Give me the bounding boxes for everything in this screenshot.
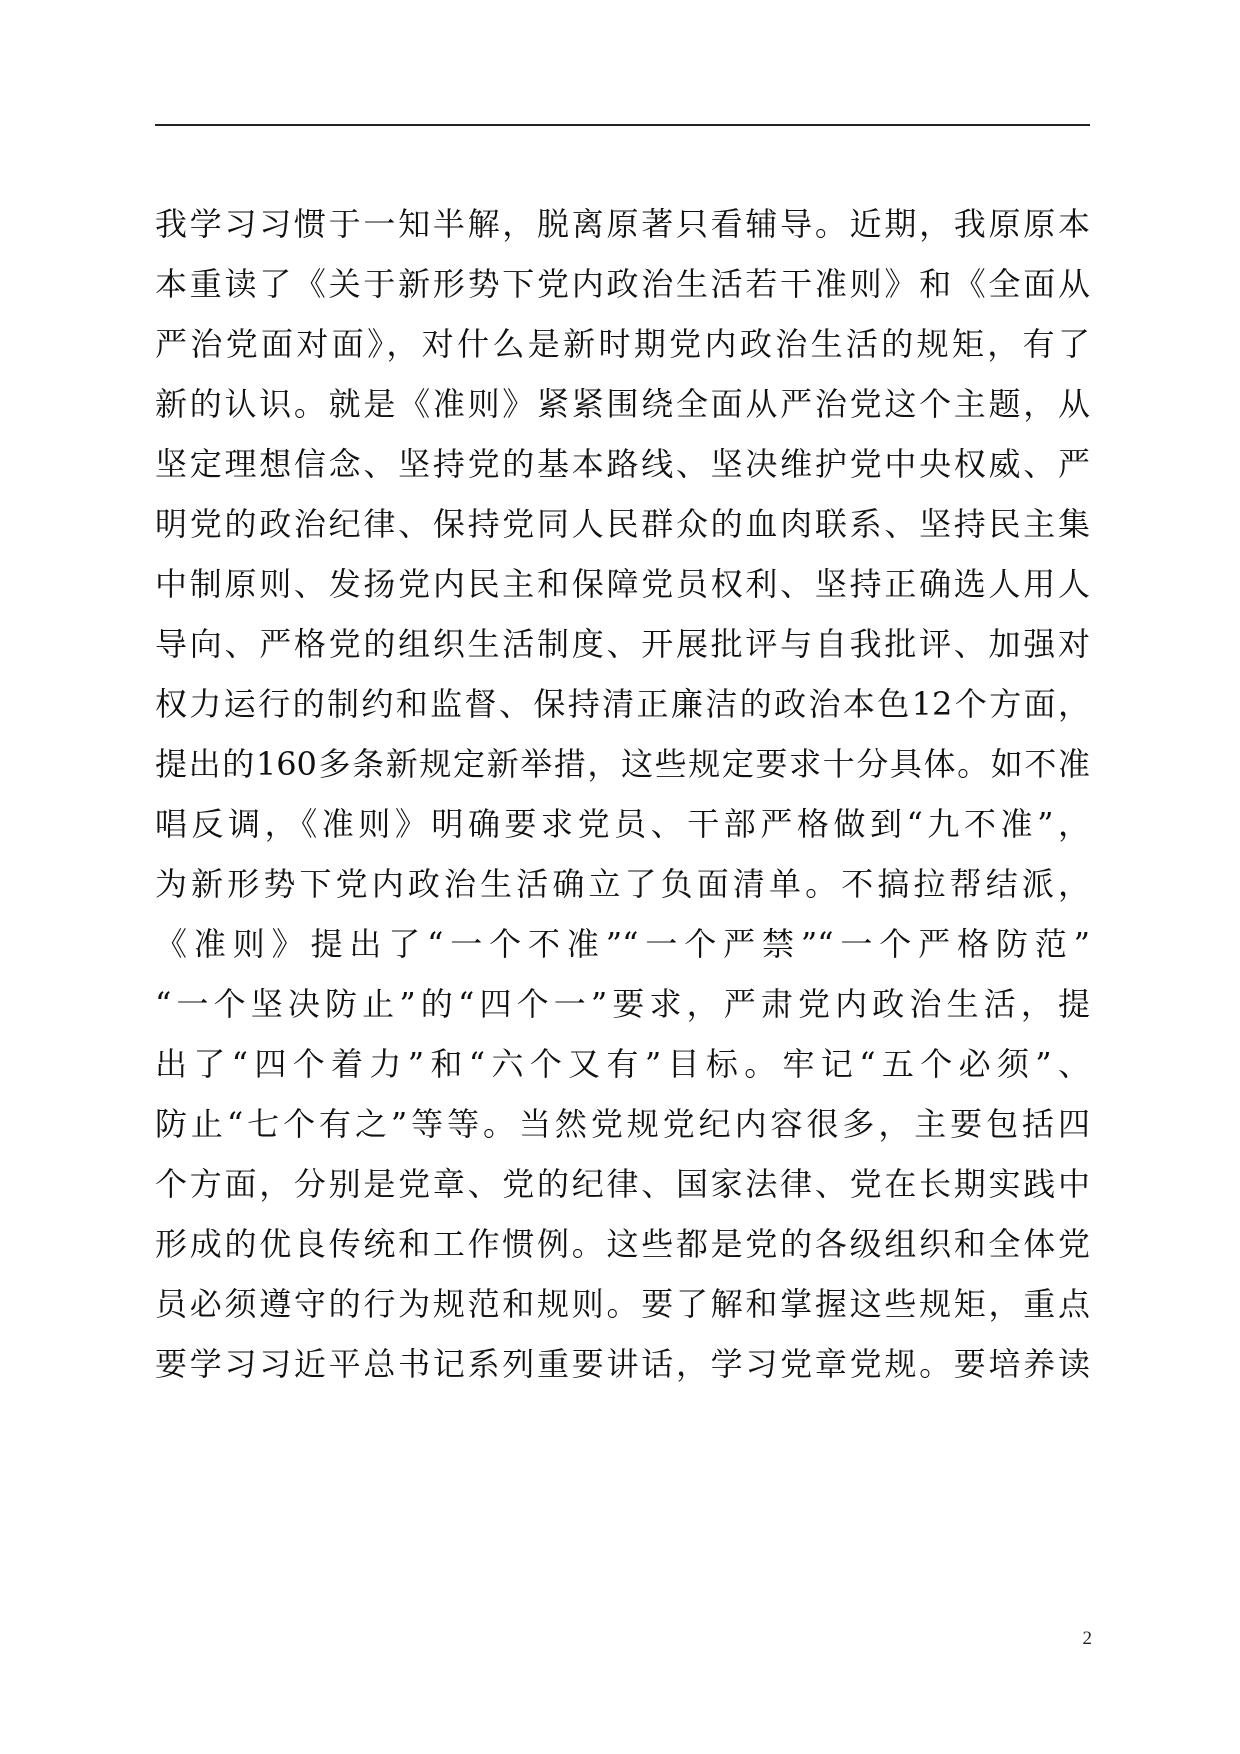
- text-line: 严治党面对面》，对什么是新时期党内政治生活的规矩，有了: [155, 325, 1090, 363]
- text-line: 要学习习近平总书记系列重要讲话，学习党章党规。要培养读: [155, 1345, 1090, 1383]
- header-rule: [155, 124, 1090, 126]
- text-line: 防止“七个有之”等等。当然党规党纪内容很多，主要包括四: [155, 1105, 1090, 1143]
- text-line: 权力运行的制约和监督、保持清正廉洁的政治本色12个方面，: [155, 685, 1090, 723]
- text-line: 个方面，分别是党章、党的纪律、国家法律、党在长期实践中: [155, 1165, 1090, 1203]
- text-line: 形成的优良传统和工作惯例。这些都是党的各级组织和全体党: [155, 1225, 1090, 1263]
- text-line: 导向、严格党的组织生活制度、开展批评与自我批评、加强对: [155, 625, 1090, 663]
- text-line: 为新形势下党内政治生活确立了负面清单。不搞拉帮结派，: [155, 865, 1090, 903]
- text-line: 《准则》提出了“一个不准”“一个严禁”“一个严格防范”: [155, 925, 1090, 963]
- text-line: 员必须遵守的行为规范和规则。要了解和掌握这些规矩，重点: [155, 1285, 1090, 1323]
- text-line: 唱反调，《准则》明确要求党员、干部严格做到“九不准”，: [155, 805, 1090, 843]
- text-line: 我学习习惯于一知半解，脱离原著只看辅导。近期，我原原本: [155, 205, 1090, 243]
- text-line: 本重读了《关于新形势下党内政治生活若干准则》和《全面从: [155, 265, 1090, 303]
- page-number: 2: [1082, 1628, 1092, 1649]
- text-line: 出了“四个着力”和“六个又有”目标。牢记“五个必须”、: [155, 1045, 1090, 1083]
- text-line: 提出的160多条新规定新举措，这些规定要求十分具体。如不准: [155, 745, 1090, 783]
- body-paragraph: [155, 194, 1090, 1394]
- text-line: 坚定理想信念、坚持党的基本路线、坚决维护党中央权威、严: [155, 445, 1090, 483]
- text-line: 明党的政治纪律、保持党同人民群众的血肉联系、坚持民主集: [155, 505, 1090, 543]
- text-line: 新的认识。就是《准则》紧紧围绕全面从严治党这个主题，从: [155, 385, 1090, 423]
- text-line: “一个坚决防止”的“四个一”要求，严肃党内政治生活，提: [155, 985, 1090, 1023]
- text-line: 中制原则、发扬党内民主和保障党员权利、坚持正确选人用人: [155, 565, 1090, 603]
